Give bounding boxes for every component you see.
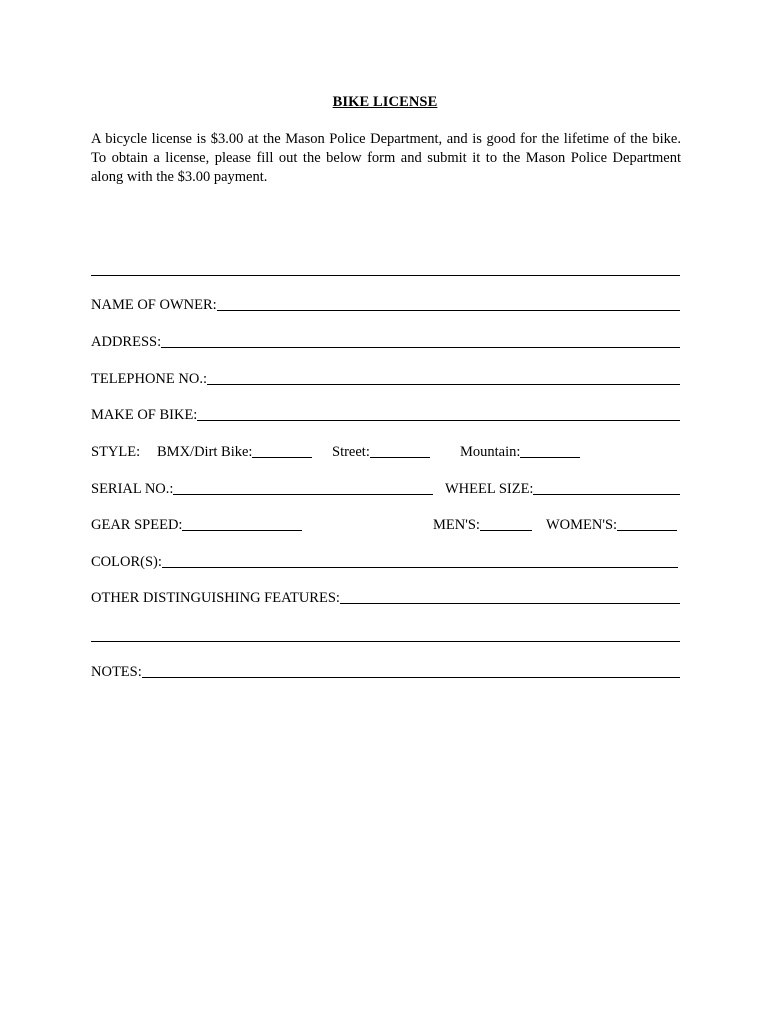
gear-speed-group xyxy=(91,514,302,534)
name-of-owner-field[interactable] xyxy=(217,309,680,311)
intro-line-2: To obtain a license, please fill out the below form and submit it to the Mason Police Department xyxy=(91,150,681,166)
womens-field[interactable] xyxy=(617,529,677,531)
gear-speed-field[interactable] xyxy=(182,529,302,531)
style-mountain-field[interactable] xyxy=(520,456,580,458)
womens-label: WOMEN'S: xyxy=(546,517,618,533)
style-bmx-group xyxy=(157,441,312,461)
other-features-label: OTHER DISTINGUISHING FEATURES: xyxy=(91,590,340,606)
wheel-size-label: WHEEL SIZE: xyxy=(445,481,534,497)
style-label-group xyxy=(91,441,140,461)
make-of-bike-label: MAKE OF BIKE: xyxy=(91,407,198,423)
name-of-owner-row xyxy=(91,294,680,314)
colors-field[interactable] xyxy=(162,566,678,568)
address-label: ADDRESS: xyxy=(91,334,162,350)
intro-line-3: along with the $3.00 payment. xyxy=(91,169,268,185)
wheel-size-group xyxy=(445,478,680,498)
style-street-group xyxy=(332,441,430,461)
style-mountain-group xyxy=(460,441,580,461)
name-of-owner-label: NAME OF OWNER: xyxy=(91,297,217,313)
notes-row xyxy=(91,661,680,681)
telephone-label: TELEPHONE NO.: xyxy=(91,371,207,387)
make-of-bike-row xyxy=(91,404,680,424)
other-features-continuation-line[interactable] xyxy=(91,641,680,642)
womens-group xyxy=(546,514,677,534)
wheel-size-field[interactable] xyxy=(533,493,680,495)
style-bmx-field[interactable] xyxy=(252,456,312,458)
telephone-row xyxy=(91,368,680,388)
colors-row xyxy=(91,551,678,571)
intro-paragraph xyxy=(91,130,681,187)
other-features-row xyxy=(91,587,680,607)
address-field[interactable] xyxy=(161,346,680,348)
telephone-field[interactable] xyxy=(207,383,680,385)
document-title: BIKE LICENSE xyxy=(332,94,438,110)
intro-line-1: A bicycle license is $3.00 at the Mason Police Department, and is good for the lifetime of the bike. xyxy=(91,131,681,147)
style-street-field[interactable] xyxy=(370,456,430,458)
serial-no-label: SERIAL NO.: xyxy=(91,481,174,497)
notes-label: NOTES: xyxy=(91,664,142,680)
other-features-field[interactable] xyxy=(340,602,680,604)
colors-label: COLOR(S): xyxy=(91,554,162,570)
style-street-label: Street: xyxy=(332,444,370,460)
serial-no-field[interactable] xyxy=(173,493,433,495)
style-mountain-label: Mountain: xyxy=(460,444,521,460)
mens-group xyxy=(433,514,532,534)
make-of-bike-field[interactable] xyxy=(197,419,680,421)
gear-speed-label: GEAR SPEED: xyxy=(91,517,183,533)
mens-label: MEN'S: xyxy=(433,517,480,533)
notes-field[interactable] xyxy=(142,676,680,678)
address-row xyxy=(91,331,680,351)
style-bmx-label: BMX/Dirt Bike: xyxy=(157,444,253,460)
style-label: STYLE: xyxy=(91,444,141,460)
serial-no-group xyxy=(91,478,433,498)
mens-field[interactable] xyxy=(480,529,532,531)
section-separator xyxy=(91,275,680,276)
